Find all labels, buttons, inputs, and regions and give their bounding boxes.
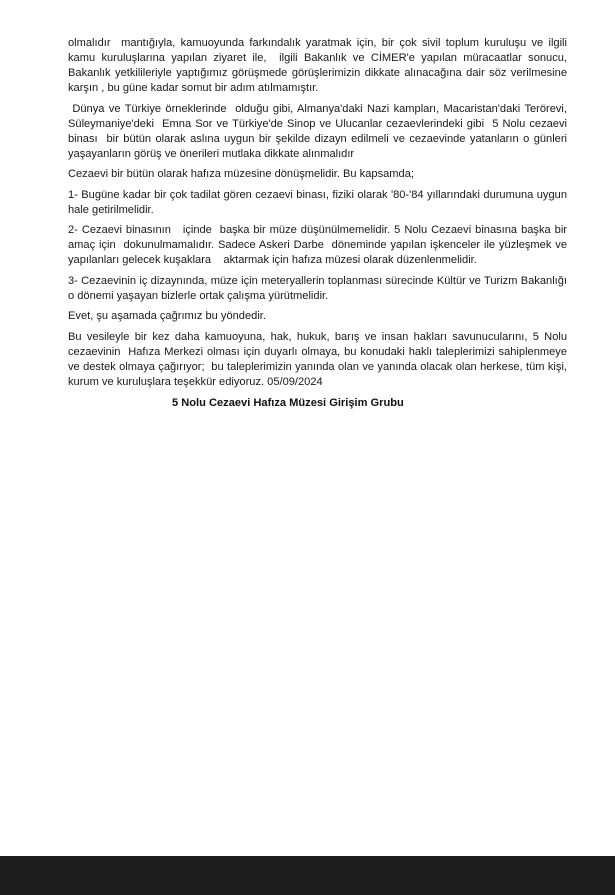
paragraph-memory-museum-scope: Cezaevi bir bütün olarak hafıza müzesine dönüşmelidir. Bu kapsamda; [68, 168, 414, 180]
paragraph-item-1: 1- Bugüne kadar bir çok tadilat gören cezaevi binası, fiziki olarak '80-'84 yıllarındaki durumuna uygun hale getirilmelidir. [68, 188, 571, 216]
paragraph-awareness-efforts: olmalıdır mantığıyla, kamuoyunda farkındalık yaratmak için, bir çok sivil toplum kuruluşu ve ilgili kamu kuruluşlarına yapılan ziyaret ile, ilgili Bakanlık ve CİMER'e yapılan müracaatlar sonucu, Bakanlık yetkilileriyle yaptığımız görüşmede görüşlerimizin dikkate alınacağına dair söz verilmesine karşın , bu güne kadar somut bir adım atılmamıştır. [68, 37, 571, 94]
document-body [68, 36, 580, 411]
paragraph-world-examples: Dünya ve Türkiye örneklerinde olduğu gibi, Almanya'daki Nazi kampları, Macaristan'daki Terörevi, Süleymaniye'deki Emna Sor ve Türkiye'de Sinop ve Ulucanlar cezaevlerindeki gibi 5 Nolu cezaevi binası bir bütün olarak aslına uygun bir şekilde dizayn edilmeli ve cezaevinde yatanların o günleri yaşayanların görüş ve önerileri mutlaka dikkate alınmalıdır [68, 102, 574, 160]
signature: 5 Nolu Cezaevi Hafıza Müzesi Girişim Grubu [172, 396, 404, 409]
paragraph-item-3: 3- Cezaevinin iç dizaynında, müze için meteryallerin toplanması sürecinde Kültür ve Turizm Bakanlığı o dönemi yaşayan bizlerle ortak çalışma yürütmelidir. [68, 274, 571, 302]
paragraph-closing-thanks: Bu vesileyle bir kez daha kamuoyuna, hak, hukuk, barış ve insan hakları savunucularını, 5 Nolu cezaevinin Hafıza Merkezi olması için duyarlı olmaya, bu konudaki haklı taleplerimizi sahiplenmeye ve destek olmaya çağırıyor; bu taleplerimizin yanında olan ve yanında olacak olan herkese, tüm kişi, kurum ve kuruluşlara teşekkür ediyoruz. 05/09/2024 [68, 330, 571, 388]
paragraph-call-statement: Evet, şu aşamada çağrımız bu yöndedir. [68, 310, 266, 322]
paragraph-item-2: 2- Cezaevi binasının içinde başka bir müze düşünülmemelidir. 5 Nolu Cezaevi binasına başka bir amaç için dokunulmamalıdır. Sadece Askeri Darbe döneminde yapılan işkenceler ile yüzleşmek ve yapılanları gelecek kuşaklara aktarmak için hafıza müzesi olarak düzenlenmelidir. [68, 224, 580, 266]
bottom-bar [0, 856, 615, 895]
